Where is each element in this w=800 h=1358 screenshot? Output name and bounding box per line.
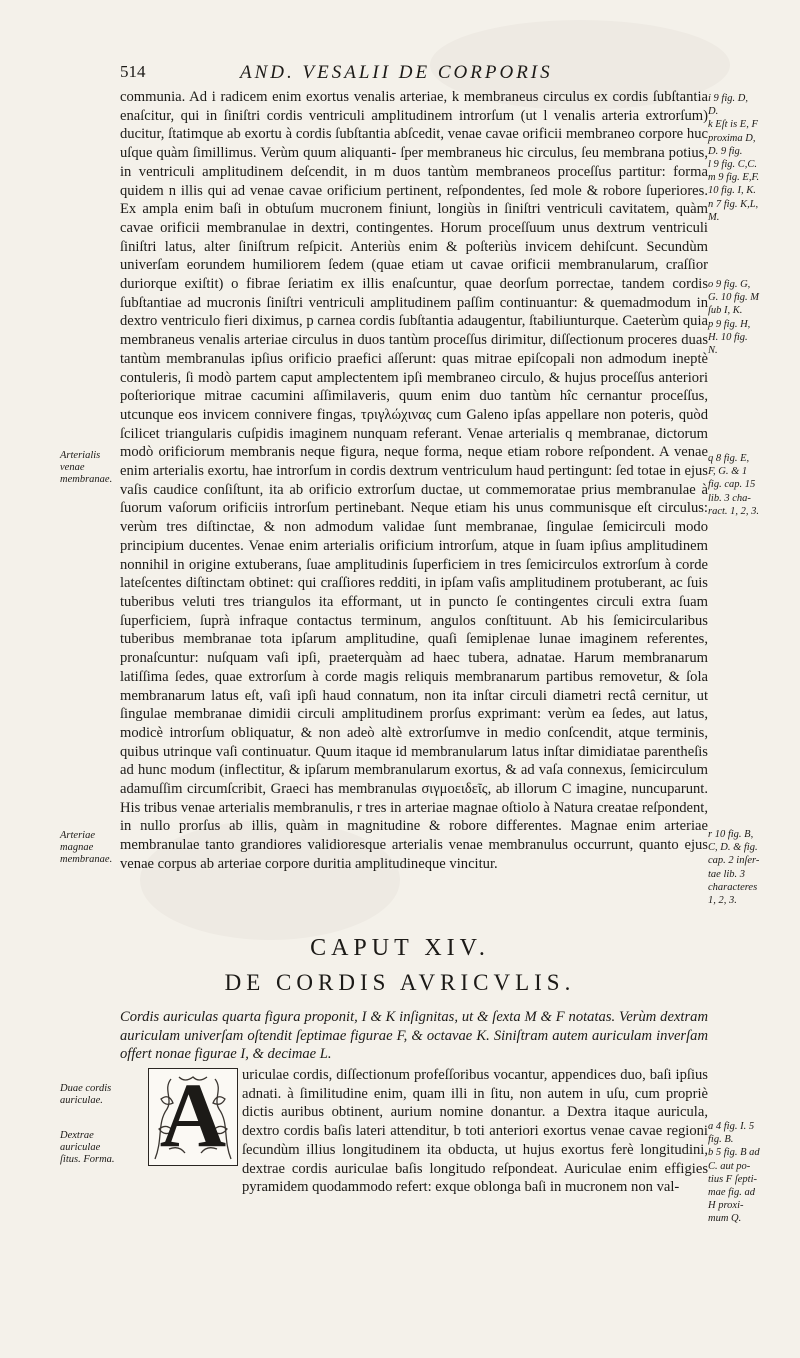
decorated-initial	[148, 1064, 238, 1166]
body-paragraph: communia. Ad i radicem enim exortus venalis arteriae, k membraneus circulus ex cordis ſubſtantia enaſcitur, qui in ſiniſtri cordis ventriculi amplitudinem introrſum (ut l venalis arteria extrorſum) ducitur, ſtatimque ab exortu à cordis ſubſtantia abſcedit, venae cavae orificii membraneo corpore huc uſque quàm ſimillimus. Verùm quum aliquanti- ſper membraneus hic circulus, ſeu membrana potius, in ventriculi amplitudinem deſcendit, in m duos tantùm membraneos proceſſus partitur: forma quidem n illis qui ad venae cavae orificium pertinent, reſpondentes, ſed mole & robore ſuperiores. Ex ampla enim baſi in obtuſum mucronem finiunt, longiùs in ſiniſtri ventriculi cavitatem, quàm cavae orificii membranulae in dextri, contingentes. Horum proceſſuum unus dextrum ventriculi ſiniſtri latus, alter ſiniſtrum reſpicit. Anteriùs enim & poſteriùs invicem dehiſcunt. Secundùm univerſam eorundem humiliorem ſedem (quae etiam ut cavae orificii membranularum, craſſior duriorque exiſtit) o fibrae ſeriatim ex illis enaſcuntur, quae deorſum porrectae, tandem cordis ſubſtantiae ad mucronis ſiniſtri ventriculi amplitudinem paſſim continuantur: & quemadmodum in dextro ventriculo fieri diximus, p carnea cordis ſubſtantia adaugentur, ſtabiliunturque. Caeterùm quia membraneus venalis arteriae circulus in duos tantùm proceſſus dirimitur, diſſectionum proceres duas tantùm membranulas ipſius orificio praefici aſſerunt: quas mitrae epiſcopali non admodum ineptè contuleris, ſi modò partem caput amplectentem ipſi membraneo circulo, & hujus proceſſus anteriori poſteriorique mitrae cacumini aſſimilaveris, quum enim duo tantùm hîc cernantur proceſſus, utcunque eos invicem connivere fingas, τριγλώχινας cum Galeno ipſas appellare non poteris, quòd ſcilicet triangularis cuſpidis imaginem nunquam referant. Venae arterialis q membranae, dictorum modò orificiorum membranis neque figura, neque forma, neque etiam robore reſpondent. A venae enim arterialis exortu, hae introrſum in cordis dextrum ventriculum haud pertingunt: ſed totae in ejus vaſis caudice conſiſtunt, ita ab orificio extrorſum ductae, ut commemoratae prius membranulae à ſuorum vaſorum orificiis introrſum pertinebant. Neque etiam his unus communisque eſt circulus: verùm tres diſtinctae, & non admodum validae ſunt membranae, ſingulae ſemicirculi modo principium ducentes. Venae enim arterialis orificium introrſum, atque in ſuam ipſius amplitudinem nonnihil in origine extuberans, ſuae amplitudinis ſuperficiem in tres ſemicirculos extrorſum à corde lateſcentes diſtinctam obtinet: qui craſſiores redditi, in ipſam vaſis amplitudinem protuberant, ac ſuis tuberibus veluti tres triangulos ita efformant, ut in puncto ſe contingentes circuli extra ſuam ſuperficiem, ſuprà infraque contactus terminum, angulos conſtituunt. Ab his ſemicircularibus tuberibus membranae tota ipſarum amplitudine, quaſi ſemiplenae lunae imaginem referentes, pronaſcuntur: nuſquam vaſi ipſi, praeterquàm ad haec tubera, adnatae. Harum membranarum latiſſima ſedes, quae extrorſum à corde magis reliquis membranarum partibus removetur, & ſola membranarum latus eſt, vaſi ipſi haud connatum, non ita inſtar circuli diametri rectâ cernitur, ut ſingulae membranae dimidii circuli amplitudinem prorſus exprimant: verùm ea ſedes, aut latus, modicè introrſum obliquatur, & non adeò altè extrorſumve in medio conſcendit, atque terminis, quibus utrinque vaſi continuatur. Quum itaque id membranularum latus inſtar dimidiatae parentheſis ad hunc modum (inflectitur, & ipſarum membranularum exortus, & ad vaſa connexus, ſemicirculum adamuſſim circumſcribit, Graeci has membranulas σιγμοειδεῖς, ab illorum C imagine, nuncuparunt. His tribus venae arterialis membranulis, r tres in arteriae magnae oſtiolo à Natura creatae reſpondent, in nullo prorſus ab illis, quàm in magnitudine & robore differentes. Magnae enim arteriae membranulae tanto grandiores validioresque arterialis venae membranulus occurrunt, quanto ejus venae corpus ab arteriae corpore duritia amplitudineque vincitur.	[120, 89, 708, 872]
right-margin-notes-5: a 4 fig. I. 5 fig. B. b 5 fig. B ad C. aut po- tius F ſepti- mae fig. ad H proxi- mum Q.	[708, 1121, 760, 1225]
chapter-argument: Cordis auriculas quarta figura proponit, I & K inſignitas, ut & ſexta M & F notatas. Verùm dextram auriculam univerſam oſtendit ſeptimae figurae F, & octavae K. Siniſtram autem auriculam inverſam offert nonae figurae I, & decimae L.	[120, 1009, 708, 1063]
running-title: AND. VESALII DE CORPORIS	[240, 62, 553, 83]
page-header	[120, 62, 720, 86]
final-paragraph: uriculae cordis, diſſectionum profeſſoribus vocantur, appendices duo, baſi ipſius adnati. à ſimilitudine enim, quam illi in ſitu, non autem in uſu, cum propriè dictis auribus obtinent, aurium nomine donantur. a Dextra itaque auricula, dextro cordis baſis lateri attenditur, b toti anteriori exortus venae cavae regioni ſecundùm illius longitudinem ita obducta, ut hujus exortus ferè longitudini, dextrae cordis auriculae baſis longitudo reſpondeat. Auriculae enim effigies pyramidem quodammodo refert: exque oblonga baſi in mucronem non val-	[242, 1067, 708, 1196]
right-margin-notes-1: i 9 fig. D, D. k Eſt is E, F proxima D, D. 9 fig. l 9 fig. C,C. m 9 fig. E,F. 10 fig. I, K. n 7 fig. K,L, M.	[708, 93, 760, 223]
final-text-block	[242, 1066, 708, 1197]
left-margin-note: Arteriae magnae membranae.	[60, 830, 113, 865]
initial-letter: A	[159, 1064, 227, 1166]
chapter-title: DE CORDIS AVRICVLIS.	[224, 970, 576, 995]
main-text-block	[120, 88, 708, 874]
right-margin-notes-3: q 8 fig. E, F, G. & 1 fig. cap. 15 lib. 3 cha- ract. 1, 2, 3.	[708, 453, 760, 517]
right-margin-notes-2: o 9 fig. G, G. 10 fig. M ſub I, K. p 9 fig. H, H. 10 fig. N.	[708, 279, 760, 357]
left-margin-note: Duae cordis auriculae.	[60, 1083, 112, 1106]
chapter-number: CAPUT XIV.	[310, 935, 490, 961]
left-margin-note: Dextrae auriculae ſitus. Forma.	[60, 1130, 115, 1165]
page-number: 514	[120, 62, 146, 81]
left-margin-note: Arterialis venae membranae.	[60, 450, 113, 485]
right-margin-notes-4: r 10 fig. B, C, D. & fig. cap. 2 inſer- tae lib. 3 characteres 1, 2, 3.	[708, 829, 760, 907]
